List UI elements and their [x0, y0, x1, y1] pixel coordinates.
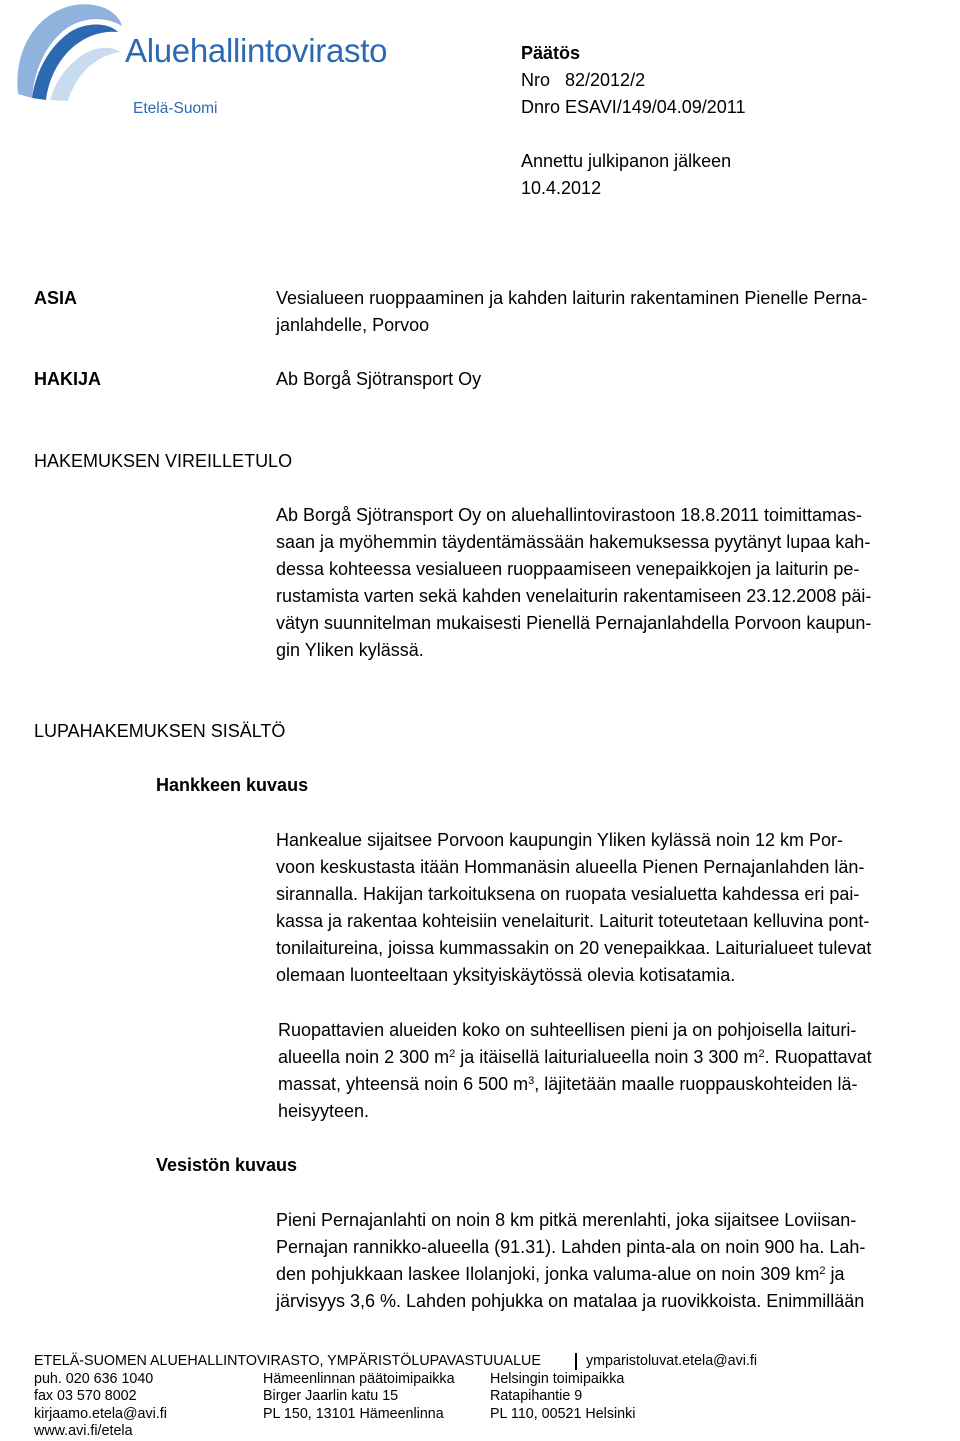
- asia-line: janlahdelle, Porvoo: [276, 315, 430, 335]
- paragraph-line: Hankealue sijaitsee Porvoon kaupungin Yliken kylässä noin 12 km Por-: [276, 830, 843, 850]
- hanke-paragraph: [276, 827, 960, 989]
- published-label: Annettu julkipanon jälkeen: [521, 151, 732, 171]
- asia-label: ASIA: [34, 288, 78, 308]
- paragraph-line: heisyyteen.: [278, 1101, 370, 1121]
- paragraph-line: den pohjukkaan laskee Ilolanjoki, jonka valuma-alue on noin 309 $km^2$ ja: [276, 1264, 845, 1284]
- paragraph-line: dessa kohteessa vesialueen ruoppaamiseen venepaikkojen ja laiturin pe-: [276, 559, 860, 579]
- diary-number: Dnro ESAVI/149/04.09/2011: [521, 97, 746, 117]
- region-label: Etelä-Suomi: [133, 100, 218, 117]
- vireilletulo-paragraph: [276, 502, 960, 664]
- paragraph-line: alueella noin 2 300 $m^2$ ja itäisellä laiturialueella noin 3 300 $m^2$. Ruopattavat: [278, 1047, 872, 1067]
- paragraph-line: Pieni Pernajanlahti on noin 8 km pitkä merenlahti, joka sijaitsee Loviisan-: [276, 1210, 857, 1230]
- document-type: Päätös: [521, 43, 581, 63]
- asia-line: Vesialueen ruoppaaminen ja kahden laiturin rakentaminen Pienelle Perna-: [276, 288, 868, 308]
- footer-fax: fax 03 570 8002: [34, 1388, 137, 1405]
- footer-phone: puh. 020 636 1040: [34, 1371, 154, 1387]
- office-postal: PL 150, 13101 Hämeenlinna: [263, 1405, 444, 1422]
- office-street: Ratapihantie 9: [490, 1388, 583, 1405]
- paragraph-line: Ruopattavien alueiden koko on suhteellisen pieni ja on pohjoisella laituri-: [278, 1020, 857, 1040]
- footer-hameenlinna-office: [263, 1371, 455, 1423]
- office-street: Birger Jaarlin katu 15: [263, 1388, 399, 1405]
- footer-org: ETELÄ-SUOMEN ALUEHALLINTOVIRASTO, YMPÄRISTÖLUPAVASTUUALUE: [34, 1353, 541, 1369]
- footer-divider: [575, 1353, 577, 1370]
- paragraph-line: sirannalla. Hakijan tarkoituksena on ruopata vesialuetta kahdessa eri pai-: [276, 884, 860, 904]
- hakija-label: HAKIJA: [34, 369, 102, 389]
- decision-number: Nro 82/2012/2: [521, 70, 646, 90]
- sisalto-heading: LUPAHAKEMUKSEN SISÄLTÖ: [34, 721, 286, 741]
- agency-logo: [10, 2, 390, 102]
- paragraph-line: vätyn suunnitelman mukaisesti Pienellä Pernajanlahdella Porvoon kaupun-: [276, 613, 872, 633]
- footer-email[interactable]: kirjaamo.etela@avi.fi: [34, 1405, 167, 1422]
- asia-text: [276, 285, 956, 339]
- paragraph-line: Pernajan rannikko-alueella (91.31). Lahden pinta-ala on noin 900 ha. Lah-: [276, 1237, 866, 1257]
- office-postal: PL 110, 00521 Helsinki: [490, 1405, 636, 1422]
- footer-website[interactable]: www.avi.fi/etela: [34, 1423, 133, 1440]
- hakija-value: Ab Borgå Sjötransport Oy: [276, 369, 482, 389]
- paragraph-line: gin Yliken kylässä.: [276, 640, 424, 660]
- paragraph-line: järvisyys 3,6 %. Lahden pohjukka on matalaa ja ruovikkoista. Enimmillään: [276, 1291, 865, 1311]
- logo-swoosh-icon: [10, 2, 130, 102]
- paragraph-line: tonilaitureina, joissa kummassakin on 20 venepaikkaa. Laiturialueet tulevat: [276, 938, 872, 958]
- paragraph-line: rustamista varten sekä kahden venelaiturin rakentamiseen 23.12.2008 päi-: [276, 586, 872, 606]
- office-name: Hämeenlinnan päätoimipaikka: [263, 1371, 455, 1387]
- hanke-heading: Hankkeen kuvaus: [156, 775, 309, 795]
- published-date: 10.4.2012: [521, 178, 602, 198]
- footer-helsinki-office: [490, 1371, 635, 1423]
- logo-text: Aluehallintovirasto: [125, 32, 388, 69]
- paragraph-line: kassa ja rakentaa kohteisiin venelaiturit. Laiturit toteutetaan kelluvina pont-: [276, 911, 870, 931]
- office-name: Helsingin toimipaikka: [490, 1371, 625, 1387]
- ruoppaus-paragraph: [278, 1017, 960, 1125]
- paragraph-line: Ab Borgå Sjötransport Oy on aluehallintovirastoon 18.8.2011 toimittamas-: [276, 505, 862, 525]
- paragraph-line: massat, yhteensä noin 6 500 $m^3$, läjitetään maalle ruoppauskohteiden lä-: [278, 1074, 858, 1094]
- vesisto-paragraph: [276, 1207, 960, 1315]
- paragraph-line: voon keskustasta itään Hommanäsin alueella Pienen Pernajanlahden län-: [276, 857, 865, 877]
- vesisto-heading: Vesistön kuvaus: [156, 1155, 298, 1175]
- paragraph-line: olemaan luonteeltaan yksityiskäytössä olevia kotisatamia.: [276, 965, 736, 985]
- paragraph-line: saan ja myöhemmin täydentämässään hakemuksessa pyytänyt lupaa kah-: [276, 532, 871, 552]
- footer-unit-email[interactable]: ymparistoluvat.etela@avi.fi: [586, 1353, 758, 1369]
- footer-contact: [34, 1371, 167, 1441]
- vireilletulo-heading: HAKEMUKSEN VIREILLETULO: [34, 451, 293, 471]
